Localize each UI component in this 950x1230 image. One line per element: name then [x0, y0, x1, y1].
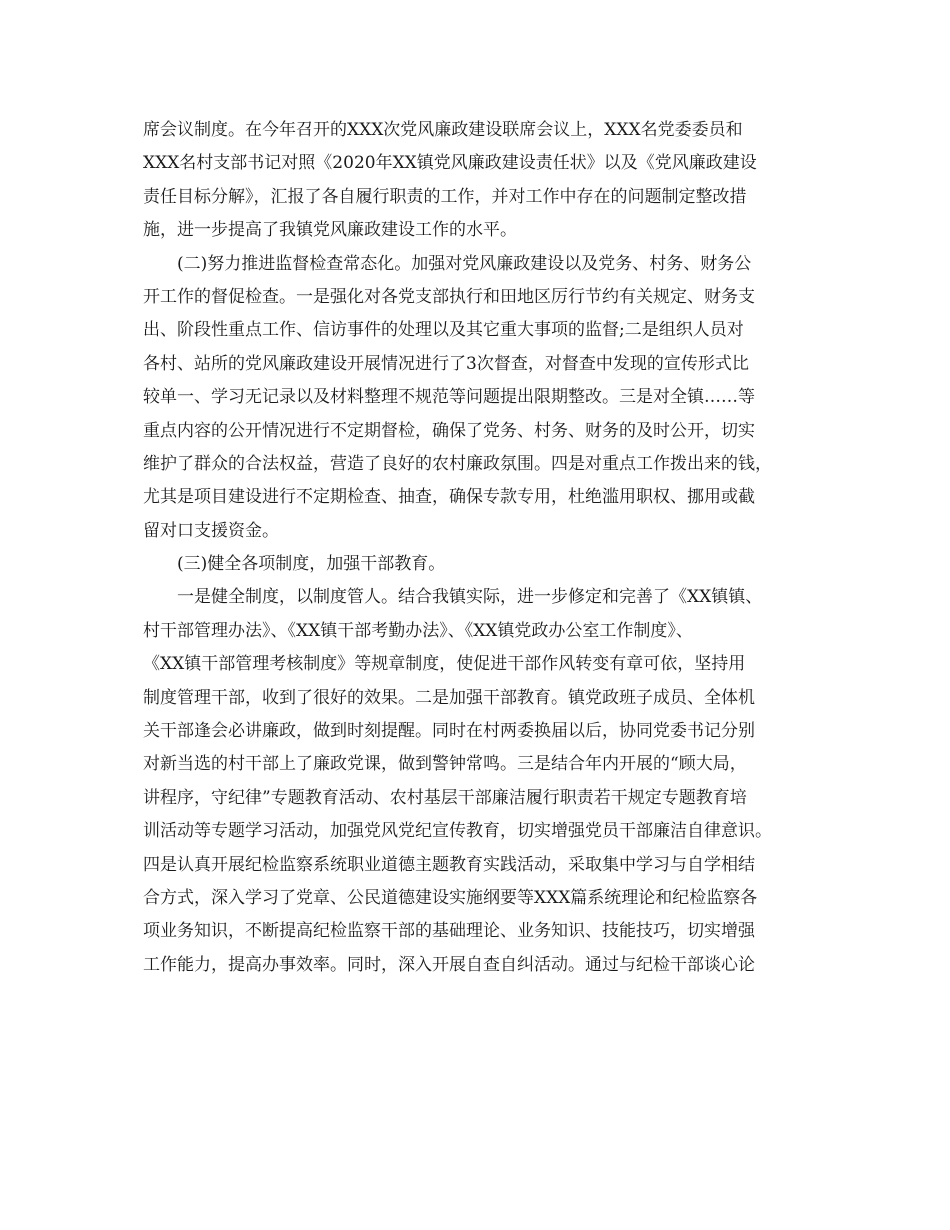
text-line: 工作能力，提高办事效率。同时，深入开展自查自纠活动。通过与纪检干部谈心论 — [143, 954, 755, 975]
text-line: 各村、站所的党风廉政建设开展情况进行了3次督查，对督查中发现的宣传形式比 — [143, 353, 749, 374]
text-line: 制度管理干部，收到了很好的效果。二是加强干部教育。镇党政班子成员、全体机 — [143, 687, 755, 708]
text-line: 训活动等专题学习活动，加强党风党纪宣传教育，切实增强党员干部廉洁自律意识。 — [143, 821, 772, 842]
text-line: 施，进一步提高了我镇党风廉政建设工作的水平。 — [143, 220, 517, 241]
text-line: 《XX镇干部管理考核制度》等规章制度，使促进干部作风转变有章可依，坚持用 — [143, 654, 746, 675]
text-line: 维护了群众的合法权益，营造了良好的农村廉政氛围。四是对重点工作拨出来的钱， — [143, 453, 772, 474]
text-line: 较单一、学习无记录以及材料整理不规范等问题提出限期整改。三是对全镇……等 — [143, 387, 755, 408]
text-line: 村干部管理办法》、《XX镇干部考勤办法》、《XX镇党政办公室工作制度》、 — [143, 620, 693, 641]
text-line: 留对口支援资金。 — [143, 520, 279, 541]
text-line: (三)健全各项制度，加强干部教育。 — [143, 554, 446, 575]
text-line: 讲程序，守纪律”专题教育活动、农村基层干部廉洁履行职责若干规定专题教育培 — [143, 787, 747, 808]
text-line: 责任目标分解》，汇报了各自履行职责的工作，并对工作中存在的问题制定整改措 — [143, 186, 747, 207]
text-line: 出、阶段性重点工作、信访事件的处理以及其它重大事项的监督;二是组织人员对 — [143, 320, 744, 341]
text-line: 合方式，深入学习了党章、公民道德建设实施纲要等XXX篇系统理论和纪检监察各 — [143, 887, 758, 908]
text-line: 关干部逢会必讲廉政，做到时刻提醒。同时在村两委换届以后，协同党委书记分别 — [143, 721, 755, 742]
text-line: 开工作的督促检查。一是强化对各党支部执行和田地区厉行节约有关规定、财务支 — [143, 286, 755, 307]
body-text — [143, 114, 833, 982]
text-line: XXX名村支部书记对照《2020年XX镇党风廉政建设责任状》以及《党风廉政建设 — [143, 153, 757, 174]
text-line: 对新当选的村干部上了廉政党课，做到警钟常鸣。三是结合年内开展的“顾大局， — [143, 754, 747, 775]
text-line: 席会议制度。在今年召开的XXX次党风廉政建设联席会议上，XXX名党委委员和 — [143, 120, 743, 140]
text-line: 项业务知识，不断提高纪检监察干部的基础理论、业务知识、技能技巧，切实增强 — [143, 921, 755, 942]
text-line: 重点内容的公开情况进行不定期督检，确保了党务、村务、财务的及时公开，切实 — [143, 420, 755, 441]
text-line: (二)努力推进监督检查常态化。加强对党风廉政建设以及党务、村务、财务公 — [143, 253, 752, 274]
text-line: 四是认真开展纪检监察系统职业道德主题教育实践活动，采取集中学习与自学相结 — [143, 854, 755, 875]
text-line: 尤其是项目建设进行不定期检查、抽查，确保专款专用，杜绝滥用职权、挪用或截 — [143, 487, 755, 508]
text-line: 一是健全制度，以制度管人。结合我镇实际，进一步修定和完善了《XX镇镇、 — [143, 587, 763, 608]
